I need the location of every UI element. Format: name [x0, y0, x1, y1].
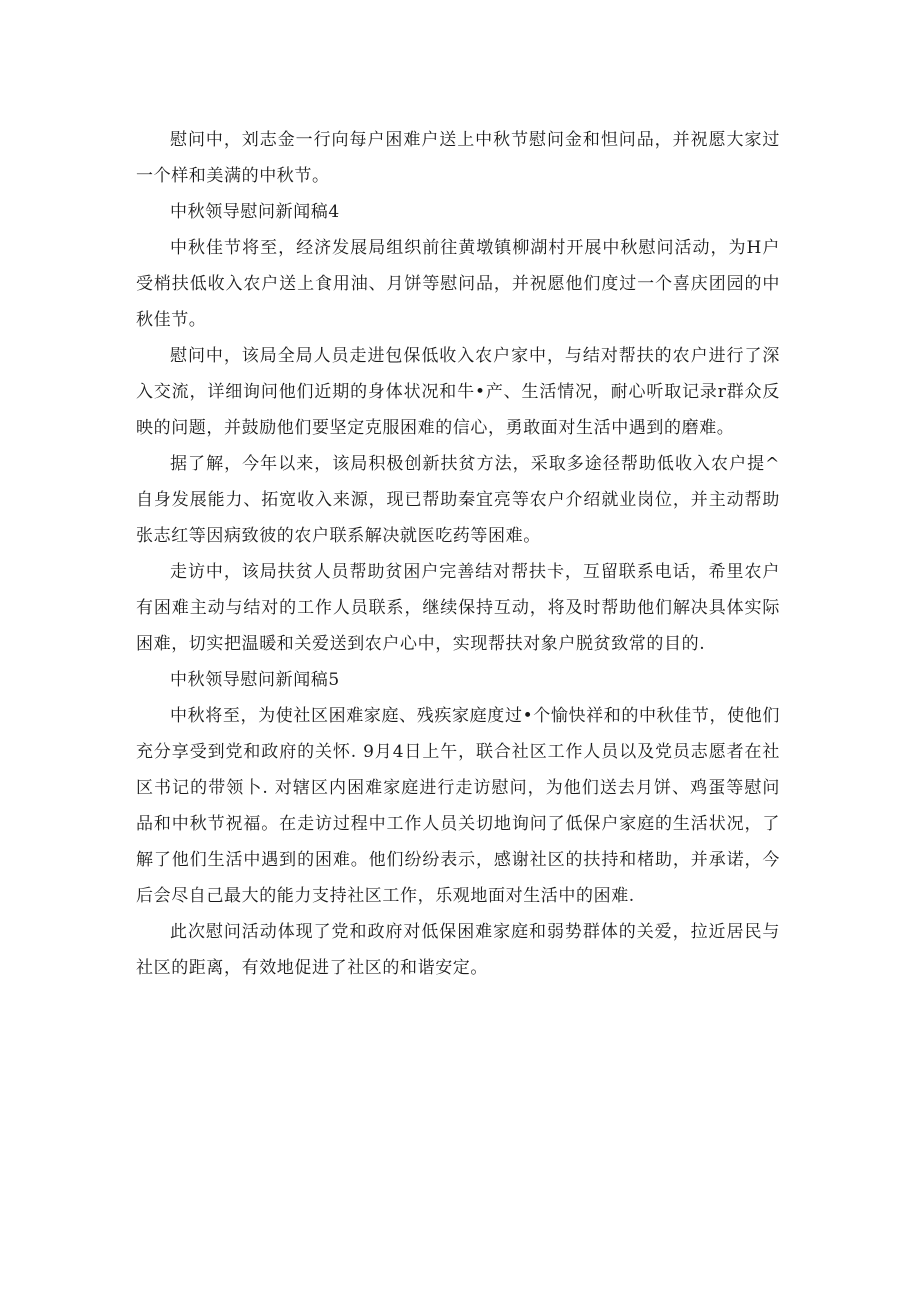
paragraph-6: 中秋将至，为使社区困难家庭、残疾家庭度过•个愉快祥和的中秋佳节，使他们充分享受到党和政府的关怀. 9月4日上午，联合社区工作人员以及党员志愿者在社区书记的带领卜. 对辖区内困难家庭进行走访慰问，为他们送去月饼、鸡蛋等慰问品和中秋节祝福。在走访过程中工作人员关切地询问了低保户家庭的生活状况，了解了他们生活中遇到的困难。他们纷纷表示，感谢社区的扶持和楮助，并承诺，今后会尽自己最大的能力支持社区工作，乐观地面对生活中的困难. — [136, 706, 780, 906]
paragraph-2: 中秋佳节将至，经济发展局组织前往黄墩镇柳湖村开展中秋慰问活动，为H户受梢扶低收入农户送上食用油、月饼等慰问品，并祝愿他们度过一个喜庆团园的中秋佳节。 — [136, 238, 780, 330]
document-page — [136, 122, 780, 986]
section-heading-4: 中秋领导慰问新闻稿4 — [170, 202, 340, 222]
paragraph-3: 慰问中，该局全局人员走进包保低收入农户家中，与结对帮扶的农户进行了深入交流，详细询问他们近期的身体状况和牛•产、生活情况，耐心听取记录r群众反映的问题，并鼓励他们要坚定克服困难的信心，勇敢面对生活中遇到的磨难。 — [136, 346, 780, 438]
paragraph-5: 走访中，该局扶贫人员帮助贫困户完善结对帮扶卡，互留联系电话，希里农户有困难主动与结对的工作人员联系，继续保持互动，将及时帮助他们解决具体实际困难，切实把温暖和关爱送到农户心中，实现帮扶对象户脱贫致常的目的. — [136, 562, 780, 654]
paragraph-4: 据了解，今年以来，该局积极创新扶贫方法，采取多途径帮助低收入农户提^自身发展能力、拓宽收入来源，现已帮助秦宜亮等农户介绍就业岗位，并主动帮助张志红等因病致彼的农户联系解决就医吃药等困难。 — [136, 454, 780, 546]
paragraph-1: 慰问中，刘志金一行向每户困难户送上中秋节慰问金和怛问品，并祝愿大家过一个样和美满的中秋节。 — [136, 130, 780, 186]
paragraph-7: 此次慰问活动体现了党和政府对低保困难家庭和弱势群体的关爱，拉近居民与社区的距离，有效地促进了社区的和谐安定。 — [136, 922, 780, 978]
section-heading-5: 中秋领导慰问新闻稿5 — [170, 670, 340, 690]
